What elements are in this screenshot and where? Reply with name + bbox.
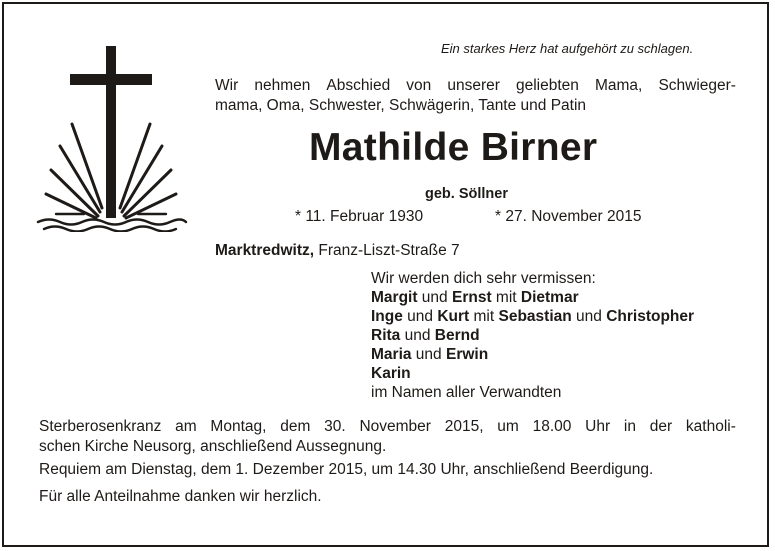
rosary-word: um [497, 418, 519, 435]
intro-text [215, 76, 736, 116]
rosary-word: in [623, 418, 636, 435]
mourners-intro: Wir werden dich sehr vermissen: [371, 270, 596, 287]
intro-word: nehmen [254, 77, 311, 94]
rosary-word: 18.00 [532, 418, 572, 435]
intro-word: geliebten [515, 77, 579, 94]
rosary-line-1 [39, 417, 736, 437]
mourners-line [371, 326, 694, 345]
mourner-name: Sebastian [498, 308, 572, 325]
mourner-name: Karin [371, 365, 411, 382]
motto: Ein starkes Herz hat aufgehört zu schlagen. [441, 41, 694, 56]
rosary-word: November [359, 418, 431, 435]
rosary-notice [39, 417, 736, 457]
mourners-line [371, 345, 694, 364]
intro-line-1 [215, 76, 736, 96]
rosary-word: katholi- [685, 418, 736, 435]
address-street: Franz-Liszt-Straße 7 [318, 242, 460, 259]
mourner-name: Ernst [451, 289, 492, 306]
mourner-connector: und [417, 289, 452, 306]
address-city: Marktredwitz, [215, 242, 315, 259]
mourners-block [371, 269, 694, 402]
mourner-name: Erwin [445, 346, 489, 363]
intro-word: Mama, [594, 77, 643, 94]
intro-line-2: mama, Oma, Schwester, Schwägerin, Tante und Patin [215, 97, 587, 114]
intro-word: unserer [447, 77, 500, 94]
mourner-connector: mit [469, 308, 499, 325]
rosary-word: der [649, 418, 673, 435]
mourners-closing: im Namen aller Verwandten [371, 384, 562, 401]
mourner-name: Bernd [434, 327, 480, 344]
mourners-line [371, 364, 694, 383]
birth-name: geb. Söllner [425, 186, 508, 202]
mourner-name: Christopher [606, 308, 695, 325]
birth-date: * 11. Februar 1930 [295, 208, 424, 225]
mourner-name: Margit [371, 289, 418, 306]
mourners-line [371, 288, 694, 307]
death-date: * 27. November 2015 [495, 208, 642, 225]
rosary-word: Sterberosenkranz [39, 418, 162, 435]
rosary-line-2: schen Kirche Neusorg, anschließend Aussegnung. [39, 438, 387, 455]
cross-sunrise-water-icon [34, 42, 194, 232]
rosary-word: dem [280, 418, 311, 435]
rosary-word: Montag, [210, 418, 267, 435]
mourner-name: Dietmar [520, 289, 579, 306]
mourner-name: Inge [371, 308, 403, 325]
mourner-connector: und [411, 346, 446, 363]
intro-word: Abschied [326, 77, 391, 94]
mourner-name: Kurt [437, 308, 470, 325]
mourner-connector: mit [491, 289, 521, 306]
address [215, 242, 460, 260]
intro-word: Wir [215, 77, 239, 94]
deceased-name: Mathilde Birner [309, 126, 598, 169]
intro-word: von [406, 77, 432, 94]
requiem-notice: Requiem am Dienstag, dem 1. Dezember 2015, um 14.30 Uhr, anschließend Beerdigung. [39, 461, 654, 478]
mourner-name: Maria [371, 346, 412, 363]
thanks-notice: Für alle Anteilnahme danken wir herzlich. [39, 488, 322, 505]
mourner-name: Rita [371, 327, 401, 344]
rosary-word: 2015, [444, 418, 484, 435]
rosary-word: am [175, 418, 197, 435]
mourner-connector: und [571, 308, 607, 325]
rosary-word: Uhr [585, 418, 611, 435]
mourners-line [371, 307, 694, 326]
mourner-connector: und [400, 327, 435, 344]
intro-word: Schwieger- [658, 77, 736, 94]
rosary-word: 30. [324, 418, 346, 435]
mourner-connector: und [402, 308, 438, 325]
